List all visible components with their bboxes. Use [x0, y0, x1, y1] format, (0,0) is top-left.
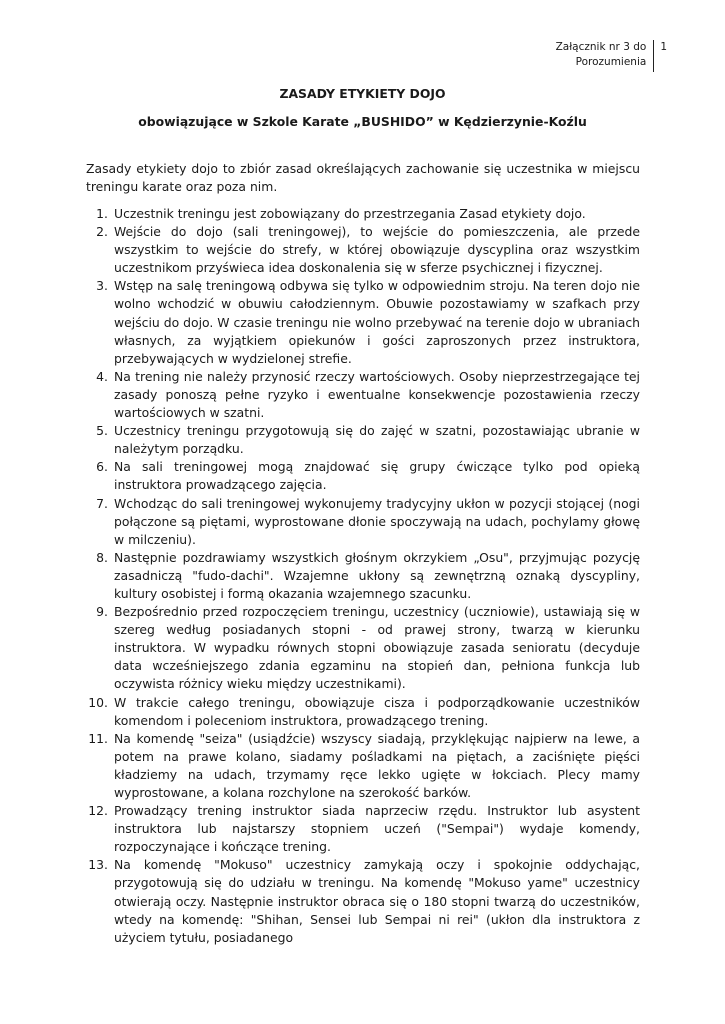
rule-item — [86, 856, 640, 946]
attachment-line-2: Porozumienia — [575, 56, 647, 68]
rule-text: Wejście do dojo (sali treningowej), to wejście do pomieszczenia, ale przede wszystkim to wejście do strefy, w której obowiązuje dyscyplina oraz wszystkim uczestnikom przyświeca idea doskonalenia się w sferze psychicznej i fizycznej. — [114, 224, 640, 276]
rules-list — [86, 205, 640, 947]
rule-item — [86, 549, 640, 603]
attachment-note — [556, 40, 655, 72]
rule-text: Następnie pozdrawiamy wszystkich głośnym okrzykiem „Osu", przyjmując pozycję zasadniczą "fudo-dachi". Wzajemne ukłony są zewnętrzną oznaką dyscypliny, kultury osobistej i formą okazania wzajemnego szacunku. — [114, 549, 640, 601]
rule-item — [86, 422, 640, 458]
rule-text: Prowadzący trening instruktor siada naprzeciw rzędu. Instruktor lub asystent instruktora lub najstarszy stopniem uczeń ("Sempai") wydaje komendy, rozpoczynające i kończące trening. — [114, 803, 640, 855]
rule-number: 13. — [88, 857, 108, 873]
rule-item — [86, 205, 640, 223]
rule-text: Wchodząc do sali treningowej wykonujemy tradycyjny ukłon w pozycji stojącej (nogi połączone są piętami, wyprostowane dłonie spoczywają na udach, pochylamy głowę w milczeniu). — [114, 495, 640, 547]
document-title: ZASADY ETYKIETY DOJO — [279, 86, 446, 101]
attachment-line-1: Załącznik nr 3 do — [555, 41, 647, 53]
rule-item — [86, 368, 640, 422]
document-subtitle: obowiązujące w Szkole Karate „BUSHIDO” w Kędzierzynie-Koźlu — [138, 114, 587, 129]
rule-number: 2. — [96, 224, 108, 240]
rule-number: 5. — [96, 423, 108, 439]
rule-text: Na trening nie należy przynosić rzeczy wartościowych. Osoby nieprzestrzegające tej zasady ponoszą pełne ryzyko i ewentualne konsekwencje pozostawienia rzeczy wartościowych w szatni. — [114, 368, 640, 421]
rule-text: Na komendę "seiza" (usiądźcie) wszyscy siadają, przyklękując najpierw na lewe, a potem na prawe kolano, siadamy pośladkami na piętach, a zaciśnięte pięści kładziemy na udach, trzymamy ręce lekko ugięte w łokciach. Plecy mamy wyprostowane, a kolana rozchylone na szerokość barków. — [114, 730, 640, 800]
rule-text: Wstęp na salę treningową odbywa się tylko w odpowiednim stroju. Na teren dojo nie wolno wchodzić w obuwiu całodziennym. Obuwie pozostawiamy w szafkach przy wejściu do dojo. W czasie treningu nie wolno przebywać na terenie dojo w ubraniach własnych, za wyjątkiem opiekunów i gości zaproszonych przez instruktora, przebywających w wydzielonej strefie. — [114, 278, 640, 366]
rule-number: 3. — [96, 278, 108, 294]
rule-number: 7. — [96, 495, 108, 511]
rule-number: 1. — [96, 206, 108, 221]
rule-number: 9. — [96, 604, 108, 620]
rule-text: Uczestnicy treningu przygotowują się do zajęć w szatni, pozostawiając ubranie w należytym porządku. — [114, 423, 640, 457]
rule-item — [86, 730, 640, 802]
rule-number: 11. — [88, 730, 108, 746]
rule-text: Uczestnik treningu jest zobowiązany do przestrzegania Zasad etykiety dojo. — [114, 206, 586, 221]
rule-item — [86, 495, 640, 549]
rule-number: 12. — [88, 803, 108, 819]
rule-item — [86, 802, 640, 856]
rule-number: 6. — [96, 459, 108, 475]
rule-text: W trakcie całego treningu, obowiązuje cisza i podporządkowanie uczestników komendom i poleceniom instruktora, prowadzącego trening. — [114, 694, 640, 728]
rule-text: Na komendę "Mokuso" uczestnicy zamykają oczy i spokojnie oddychając, przygotowują się do udziału w treningu. Na komendę "Mokuso yame" uczestnicy otwierają oczy. Następnie instruktor obraca się o 180 stopni twarzą do uczestników, wtedy na komendę: "Shihan, Sensei lub Sempai ni rei" (ukłon dla instruktora z użyciem tytułu, posiadanego — [114, 857, 640, 945]
page-header — [556, 40, 667, 72]
rule-item — [86, 458, 640, 494]
rule-number: 10. — [88, 694, 108, 710]
rule-item — [86, 223, 640, 277]
page-number: 1 — [660, 41, 667, 53]
rule-number: 4. — [96, 368, 108, 384]
rule-item — [86, 603, 640, 693]
rule-item — [86, 277, 640, 367]
rule-text: Bezpośrednio przed rozpoczęciem treningu, uczestnicy (uczniowie), ustawiają się w szereg według posiadanych stopni - od prawej strony, twarzą w kierunku instruktora. W wypadku równych stopni obowiązuje zasada senioratu (decyduje data wcześniejszego zdania egzaminu na stopień dan, pełniona funkcja lub oczywista różnicy wieku między uczestnikami). — [114, 604, 640, 692]
rule-item — [86, 694, 640, 730]
rule-number: 8. — [96, 549, 108, 565]
intro-paragraph: Zasady etykiety dojo to zbiór zasad określających zachowanie się uczestnika w miejscu treningu karate oraz poza nim. — [86, 161, 640, 194]
rule-text: Na sali treningowej mogą znajdować się grupy ćwiczące tylko pod opieką instruktora prowadzącego zajęcia. — [114, 459, 640, 493]
